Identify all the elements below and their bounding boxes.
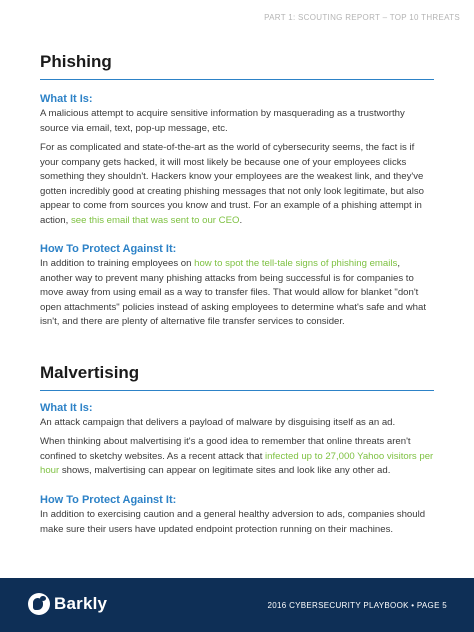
phishing-protection — [40, 257, 434, 330]
malvertising-explanation-block — [40, 435, 434, 479]
section-title-malvertising: Malvertising — [40, 363, 434, 391]
barkly-logo — [28, 593, 107, 615]
malvertising-explanation — [40, 435, 434, 479]
phishing-explanation-block — [40, 141, 434, 229]
phishing-protection-text: In addition to training employees on — [40, 258, 195, 269]
phishing-explanation — [40, 141, 434, 229]
malvertising-explanation-text: When thinking about malvertising it's a good idea to remember that online threats aren't confined to sketchy websites. As a recent attack that — [40, 436, 411, 462]
phishing-definition: A malicious attempt to acquire sensitive information by masquerading as a trustworthy source via email, text, pop-up message, etc. — [40, 108, 405, 134]
malvertising-what-block — [40, 402, 434, 431]
malvertising-definition: An attack campaign that delivers a payload of malware by disguising itself as an ad. — [40, 417, 396, 428]
phishing-section — [40, 52, 434, 80]
phishing-explanation-text: For as complicated and state-of-the-art as the world of cybersecurity seems, the fact is if your company gets hacked, it will most likely be because one of your employees clicks something they shouldn't. Hackers know your employees are the weakest link, and they've gotten incredibly good at creating phishing messages that not only look legitimate, but also appear to come from sources you know and trust. For an example of a phishing attempt in action, — [40, 142, 424, 226]
ceo-email-link[interactable]: see this email that was sent to our CEO — [70, 214, 240, 226]
section-title-phishing: Phishing — [40, 52, 434, 80]
malvertising-protect-block — [40, 494, 434, 537]
phishing-protection-rest: , another way to prevent many phishing attacks from being successful is for companies to move away from using email as a way to transfer files. That would allow for blanket "don't open attachments" policies instead of asking employees to determine what's safe and what isn't, and there are plenty of alternative file transfer services to consider. — [40, 258, 427, 328]
phishing-signs-link[interactable]: how to spot the tell-tale signs of phishing emails — [194, 258, 398, 269]
dog-head-icon — [28, 593, 50, 615]
phishing-what-block — [40, 93, 434, 136]
protect-heading: How To Protect Against It: — [40, 494, 177, 506]
page-number: 2016 CYBERSECURITY PLAYBOOK • PAGE 5 — [267, 601, 447, 610]
protect-heading: How To Protect Against It: — [40, 243, 177, 255]
what-it-is-heading: What It Is: — [40, 402, 93, 414]
what-it-is-heading: What It Is: — [40, 93, 93, 105]
yahoo-visitors-link[interactable]: infected up to 27,000 Yahoo visitors per hour — [40, 450, 434, 477]
phishing-explanation-end: . — [239, 214, 243, 226]
logo-text: Barkly — [54, 594, 108, 613]
page-footer — [0, 578, 474, 632]
phishing-protect-block — [40, 243, 434, 330]
malvertising-protection: In addition to exercising caution and a general healthy adversion to ads, companies should make sure their users have updated endpoint protection running on their machines. — [40, 509, 426, 535]
malvertising-explanation-end: shows, malvertising can appear on legitimate sites and look like any other ad. — [59, 465, 391, 477]
malvertising-section — [40, 363, 434, 391]
running-header: PART 1: SCOUTING REPORT – TOP 10 THREATS — [264, 13, 460, 22]
